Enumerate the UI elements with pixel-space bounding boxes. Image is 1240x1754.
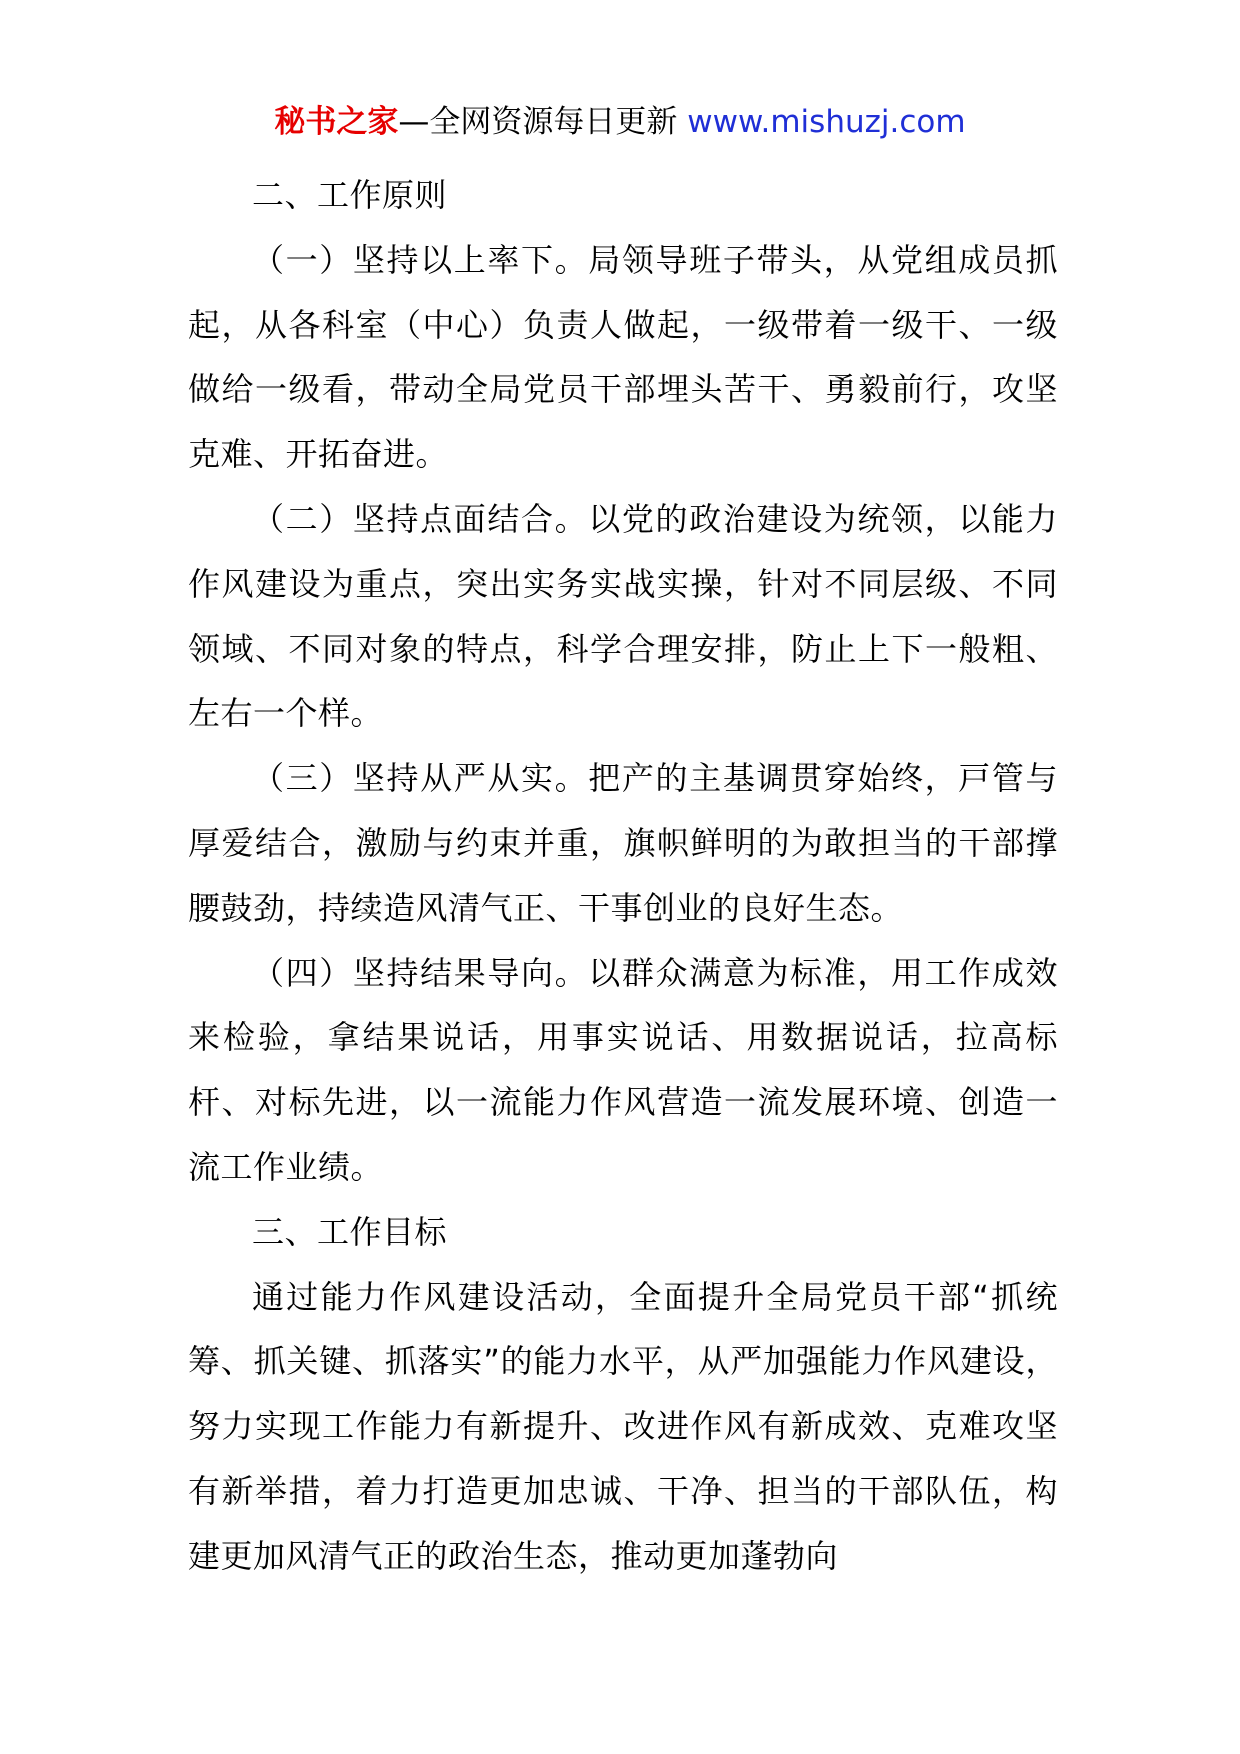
document-body: [188, 163, 1058, 1589]
paragraph-goals: 通过能力作风建设活动，全面提升全局党员干部“抓统筹、抓关键、抓落实”的能力水平，从严加强能力作风建设，努力实现工作能力有新提升、改进作风有新成效、克难攻坚有新举措，着力打造更加忠诚、干净、担当的干部队伍，构建更加风清气正的政治生态，推动更加蓬勃向: [188, 1277, 1058, 1575]
header-tagline: —全网资源每日更新: [398, 104, 688, 140]
paragraph-principle-4: （四）坚持结果导向。以群众满意为标准，用工作成效来检验，拿结果说话，用事实说话、用数据说话，拉高标杆、对标先进，以一流能力作风营造一流发展环境、创造一流工作业绩。: [188, 953, 1058, 1186]
paragraph-principle-1: （一）坚持以上率下。局领导班子带头，从党组成员抓起，从各科室（中心）负责人做起，一级带着一级干、一级做给一级看，带动全局党员干部埋头苦干、勇毅前行，攻坚克难、开拓奋进。: [188, 240, 1058, 474]
section-heading-principles: 二、工作原则: [252, 176, 448, 214]
paragraph-principle-2: （二）坚持点面结合。以党的政治建设为统领，以能力作风建设为重点，突出实务实战实操，针对不同层级、不同领域、不同对象的特点，科学合理安排，防止上下一般粗、左右一个样。: [188, 499, 1058, 733]
document-header: [0, 98, 1240, 146]
site-url[interactable]: www.mishuzj.com: [687, 104, 966, 140]
section-heading-goals: 三、工作目标: [252, 1212, 448, 1251]
brand-name: 秘书之家: [274, 104, 399, 140]
paragraph-principle-3: （三）坚持从严从实。把产的主基调贯穿始终，戸管与厚爱结合，激励与约束并重，旗帜鲜明的为敢担当的干部撑腰鼓劲，持续造风清气正、干事创业的良好生态。: [188, 759, 1058, 927]
